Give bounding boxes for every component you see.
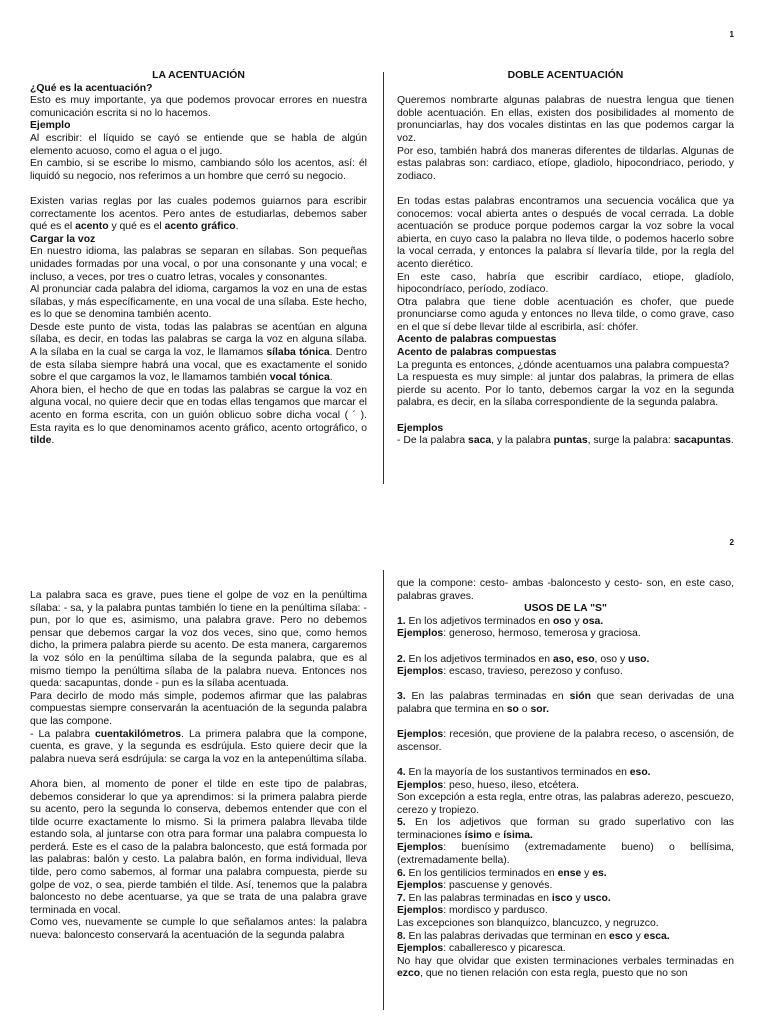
subsection-heading: Cargar la voz — [30, 233, 96, 245]
rule-item: 2. En los adjetivos terminados en aso, eso, oso y uso. — [397, 653, 650, 665]
paragraph: La respuesta es muy simple: al juntar dos palabras, la primera de ellas pierde su acento. Por lo tanto, debemos cargar la voz en la segunda palabra, es decir, en la sílaba correspondiente de la segunda palabra. — [397, 372, 734, 409]
example-line: Ejemplos: peso, hueso, ileso, etcétera. — [397, 779, 579, 791]
paragraph: En este caso, habría que escribir cardíaco, etiope, gladíolo, hipocondríaco, período, zodíaco. — [397, 271, 734, 296]
example-line: Ejemplos: generoso, hermoso, temerosa y graciosa. — [397, 628, 641, 640]
paragraph: Otra palabra que tiene doble acentuación es chofer, que puede pronunciarse como aguda y entonces no lleva tilde, o como grave, caso en el que sí debe llevar tilde al escribirla, así: chófer. — [397, 296, 734, 333]
right-column — [397, 70, 734, 448]
paragraph: Existen varias reglas por las cuales podemos guiarnos para escribir correctamente los acentos. Pero antes de estudiarlas, debemos saber qué es el acento y qué es el acento gráfico. — [30, 195, 367, 233]
left-column — [30, 70, 367, 448]
paragraph: En todas estas palabras encontramos una secuencia vocálica que ya conocemos: vocal abierta antes o después de vocal cerrada. La doble acentuación se produce porque podemos cargar la voz sobre la vocal abierta, en cuyo caso la palabra no lleva tilde, o podemos hacerlo sobre la vocal cerrada, y entonces la palabra sí llevaría tilde, por la regla del acento dierético. — [397, 195, 734, 270]
paragraph: Desde este punto de vista, todas las palabras se acentúan en alguna sílaba, es decir, en todas las palabras se carga la voz en alguna sílaba. A la sílaba en la cual se carga la voz, le llamamos sílaba tónica. Dentro de esta sílaba siempre habrá una vocal, que es exactamente el sonido sobre el que cargamos la voz, le llamamos también vocal tónica. — [30, 321, 367, 384]
paragraph: Esto es muy importante, ya que podemos provocar errores en nuestra comunicación escrita si no lo hacemos. — [30, 95, 367, 119]
column-divider — [383, 570, 384, 1010]
paragraph: Queremos nombrarte algunas palabras de nuestra lengua que tienen doble acentuación. En ellas, existen dos posibilidades al momento de pronunciarlas, hay dos vocales distintas en las que podemos cargar la voz. — [397, 95, 734, 144]
paragraph: Para decirlo de modo más simple, podemos afirmar que las palabras compuestas siempre conservarán la acentuación de la segunda palabra que las compone. — [30, 690, 367, 727]
paragraph: Son excepción a esta regla, entre otras, las palabras aderezo, pescuezo, cerezo y tropiezo. — [397, 792, 734, 816]
rule-item: 3. En las palabras terminadas en sión que sean derivadas de una palabra que termina en so o sor. — [397, 691, 734, 715]
paragraph: que la compone: cesto- ambas -baloncesto y cesto- son, en este caso, palabras graves. — [397, 578, 734, 602]
page-2 — [0, 510, 768, 1024]
left-column — [30, 590, 367, 943]
paragraph: Las excepciones son blanquizco, blancuzco, y negruzco. — [397, 918, 659, 930]
question-heading: ¿Qué es la acentuación? — [30, 82, 153, 94]
paragraph: En cambio, si se escribe lo mismo, cambiando sólo los acentos, así: él liquidó su negocio, nos referimos a un hombre que cerró su negocio. — [30, 158, 367, 182]
paragraph: Ahora bien, al momento de poner el tilde en este tipo de palabras, debemos considerar lo que ya aprendimos: si la primera palabra pierde su acento, pero la segunda lo conserva, debemos entender que con el tilde ocurre exactamente lo mismo. Si la primera palabra llevaba tilde estando sola, al juntarse con otra para formar una palabra compuesta lo perderá. Este es el caso de la palabra baloncesto, que está formada por las palabras: balón y cesto. La palabra balón, en forma individual, lleva tilde, pero como sabemos, al formar una palabra compuesta, pierde su golpe de voz, o sea, pierde también el tilde. Así, tenemos que la palabra baloncesto no debe acentuarse, ya que se trata de una palabra grave terminada en vocal. — [30, 778, 367, 916]
example-line: Ejemplos: recesión, que proviene de la palabra receso, o ascensión, de ascensor. — [397, 729, 734, 753]
example-heading: Ejemplo — [30, 120, 71, 132]
paragraph: - La palabra cuentakilómetros. La primera palabra que la compone, cuenta, es grave, y la segunda es esdrújula. Esto quiere decir que la palabra nueva será esdrújula: se carga la voz en la antepenúltima sílaba. — [30, 728, 367, 765]
example-line: Ejemplos: mordisco y pardusco. — [397, 905, 548, 917]
section-title: USOS DE LA "S" — [524, 603, 607, 615]
rule-item: 4. En la mayoría de los sustantivos terminados en eso. — [397, 766, 651, 778]
rule-item: 8. En las palabras derivadas que terminan en esco y esca. — [397, 930, 670, 942]
section-title: DOBLE ACENTUACIÓN — [507, 70, 624, 81]
example-line: Ejemplos: pascuense y genovés. — [397, 880, 553, 892]
examples-heading: Ejemplos — [397, 422, 444, 434]
example-line: Ejemplos: buenísimo (extremadamente bueno) o bellísima, (extremadamente bella). — [397, 842, 734, 867]
paragraph: Por eso, también habrá dos maneras diferentes de tildarlas. Algunas de estas palabras son: cardiaco, etíope, gladiolo, hipocondriaco, periodo, y zodiaco. — [397, 145, 734, 182]
paragraph: En nuestro idioma, las palabras se separan en sílabas. Son pequeñas unidades formadas por una vocal, o por una consonante y una vocal; e incluso, a veces, por tres o cuatro letras, vocales y consonantes. — [30, 246, 367, 283]
subsection-heading: Acento de palabras compuestas — [397, 334, 557, 346]
paragraph: No hay que olvidar que existen terminaciones verbales terminadas en ezco, que no tienen relación con esta regla, puesto que no son — [397, 955, 734, 980]
paragraph: Al escribir: el líquido se cayó se entiende que se habla de algún elemento acuoso, como el agua o el jugo. — [30, 132, 367, 157]
paragraph: Ahora bien, el hecho de que en todas las palabras se cargue la voz en alguna vocal, no quiere decir que en todas ellas tengamos que marcar el acento en forma escrita, con un guión oblicuo sobre dicha vocal ( ´ ). Esta rayita es lo que denominamos acento gráfico, acento ortográfico, o tilde. — [30, 384, 367, 447]
column-divider — [383, 72, 384, 484]
page-number: 2 — [729, 538, 734, 547]
paragraph: Al pronunciar cada palabra del idioma, cargamos la voz en una de estas sílabas, y más específicamente, en una vocal de una sílaba. Este hecho, es lo que se denomina también acento. — [30, 284, 367, 321]
example-line: Ejemplos: escaso, travieso, perezoso y confuso. — [397, 666, 623, 678]
section-title: LA ACENTUACIÓN — [152, 70, 245, 81]
subsection-heading: Acento de palabras compuestas — [397, 347, 557, 359]
rule-item: 5. En los adjetivos que forman su grado superlativo con las terminaciones ísimo e ísima. — [397, 817, 734, 841]
paragraph: Como ves, nuevamente se cumple lo que señalamos antes: la palabra nueva: baloncesto conservará la acentuación de la segunda palabra — [30, 917, 367, 942]
paragraph: - De la palabra saca, y la palabra puntas, surge la palabra: sacapuntas. — [397, 435, 734, 447]
example-line: Ejemplos: caballeresco y picaresca. — [397, 943, 566, 955]
page-1 — [0, 0, 768, 510]
rule-item: 1. En los adjetivos terminados en oso y osa. — [397, 615, 604, 627]
rule-item: 7. En las palabras terminadas en isco y usco. — [397, 892, 611, 904]
rule-item: 6. En los gentilicios terminados en ense y es. — [397, 867, 607, 879]
paragraph: La palabra saca es grave, pues tiene el golpe de voz en la penúltima sílaba: - sa, y la palabra puntas también lo tiene en la penúltima sílaba: - pun, por lo que es, asimismo, una palabra grave. Pero no debemos pensar que debemos cargar la voz dos veces, sino que, como hemos dicho, la primera palabra pierde su acento. De esta manera, cargaremos la voz sólo en la penúltima sílaba de la segunda palabra, que es al mismo tiempo la penúltima sílaba de la palabra nueva. Entonces nos queda: sacapuntas, donde - pun es la sílaba acentuada. — [30, 590, 367, 690]
right-column — [397, 578, 734, 981]
paragraph: La pregunta es entonces, ¿dónde acentuamos una palabra compuesta? — [397, 359, 730, 371]
page-number: 1 — [729, 30, 734, 39]
